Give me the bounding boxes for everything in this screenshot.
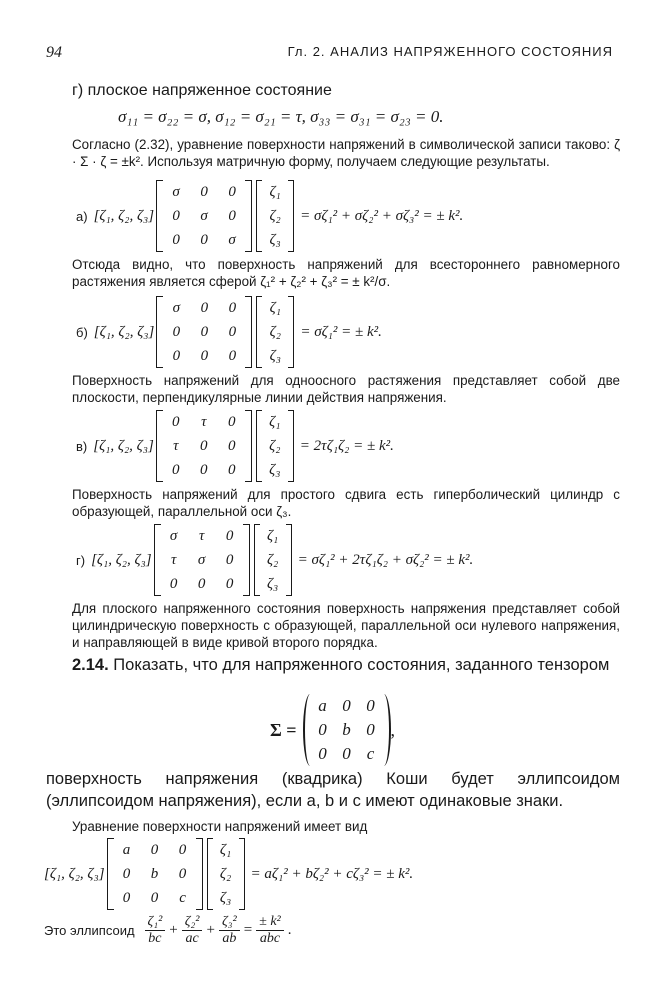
- comment-d: Для плоского напряженного состояния поверхность напряжения представляет собой цилиндрическую поверхность с образующей, параллельной оси нулевого напряжения, и направляющей в виде кривой второго порядка.: [72, 601, 620, 650]
- matrix-cell: σ: [169, 528, 178, 544]
- row-vector: [ζ₁, ζ₂, ζ₃]: [93, 207, 155, 224]
- column-vector: [207, 838, 245, 910]
- vector-cell: ζ₃: [269, 232, 281, 248]
- matrix-cell: 0: [225, 528, 234, 544]
- numerator: ζ₂²: [182, 914, 203, 931]
- case-label: б): [76, 324, 88, 340]
- section-heading: г) плоское напряженное состояние: [72, 82, 332, 99]
- matrix-cell: σ: [172, 184, 180, 200]
- matrix-cell: 0: [172, 208, 180, 224]
- problem-conclusion: поверхность напряжения (квадрика) Коши будет эллипсоидом (эллипсоидом напряжения), если a, b и c имеют одинаковые знаки.: [46, 770, 620, 810]
- fraction: [145, 914, 166, 947]
- matrix-cell: 0: [318, 744, 327, 763]
- matrix-cell: τ: [198, 528, 205, 544]
- tensor-matrix: [107, 838, 203, 910]
- column-vector: [256, 296, 294, 368]
- matrix-cell: a: [122, 842, 131, 858]
- matrix-cell: 0: [178, 866, 187, 882]
- plus-sign: +: [206, 922, 215, 938]
- equation-rhs: = σζ₁² + σζ₂² + σζ₃² = ± k².: [300, 207, 464, 224]
- matrix-cell: σ: [172, 300, 181, 316]
- stress-matrix: [156, 180, 252, 252]
- matrix-cell: 0: [225, 552, 234, 568]
- vector-cell: ζ₃: [266, 576, 279, 592]
- vector-cell: ζ₃: [269, 462, 281, 478]
- vector-cell: ζ₂: [266, 552, 279, 568]
- matrix-cell: 0: [150, 890, 159, 906]
- vector-cell: ζ₁: [219, 842, 232, 858]
- vector-cell: ζ₂: [269, 324, 281, 340]
- vector-cell: ζ₁: [269, 184, 281, 200]
- matrix-cell: b: [342, 720, 351, 739]
- matrix-cell: 0: [342, 744, 351, 763]
- matrix-cell: 0: [172, 414, 180, 430]
- equation-rhs: = σζ₁² = ± k².: [300, 323, 382, 340]
- vector-cell: ζ₂: [269, 438, 281, 454]
- matrix-cell: 0: [200, 300, 209, 316]
- plus-sign: +: [169, 922, 178, 938]
- matrix-cell: 0: [228, 348, 237, 364]
- denominator: abc: [259, 931, 281, 946]
- stress-matrix: [154, 524, 250, 596]
- comment-a: Отсюда видно, что поверхность напряжений для всестороннего равномерного растяжения является сферой ζ₁² + ζ₂² + ζ₃² = ± k²/σ.: [72, 257, 620, 289]
- row-vector: [ζ₁, ζ₂, ζ₃]: [93, 323, 155, 340]
- matrix-cell: 0: [228, 184, 236, 200]
- vector-cell: ζ₃: [219, 890, 232, 906]
- intro-paragraph: Согласно (2.32), уравнение поверхности напряжений в символической записи таково: ζ · Σ · ζ = ±k². Используя матричную форму, получаем следующие результаты.: [72, 137, 620, 169]
- matrix-cell: c: [179, 890, 186, 906]
- fraction: [256, 914, 284, 947]
- problem-text: Показать, что для напряженного состояния, заданного тензором: [113, 656, 610, 674]
- equation-b: [76, 296, 382, 368]
- equation-c: [76, 410, 394, 482]
- problem-number: 2.14.: [72, 656, 109, 674]
- matrix-cell: 0: [228, 414, 236, 430]
- matrix-cell: σ: [197, 552, 206, 568]
- matrix-cell: 0: [122, 866, 131, 882]
- tensor-definition: [270, 694, 395, 766]
- stress-matrix: [156, 410, 252, 482]
- fraction: [182, 914, 203, 947]
- matrix-cell: 0: [342, 696, 351, 715]
- matrix-cell: 0: [150, 842, 159, 858]
- matrix-cell: 0: [228, 438, 236, 454]
- case-label: в): [76, 438, 88, 454]
- row-vector: [ζ₁, ζ₂, ζ₃]: [44, 865, 105, 882]
- stress-matrix: [156, 296, 252, 368]
- problem-statement: [46, 654, 620, 676]
- running-header: Гл. 2. АНАЛИЗ НАПРЯЖЕННОГО СОСТОЯНИЯ: [287, 44, 613, 59]
- matrix-cell: 0: [318, 720, 327, 739]
- denominator: ab: [222, 931, 237, 946]
- vector-cell: ζ₂: [219, 866, 232, 882]
- matrix-cell: 0: [172, 324, 181, 340]
- equation-d: [76, 524, 473, 596]
- matrix-cell: 0: [225, 576, 234, 592]
- matrix-cell: 0: [228, 208, 236, 224]
- matrix-cell: 0: [200, 324, 209, 340]
- matrix-cell: 0: [197, 576, 206, 592]
- end-period: .: [287, 922, 292, 938]
- ellipsoid-label: Это эллипсоид: [44, 923, 135, 938]
- numerator: ± k²: [256, 914, 284, 931]
- matrix-cell: b: [150, 866, 159, 882]
- matrix-cell: 0: [228, 324, 237, 340]
- matrix-cell: 0: [169, 576, 178, 592]
- column-vector: [254, 524, 292, 596]
- matrix-cell: 0: [172, 462, 180, 478]
- matrix-cell: 0: [172, 232, 180, 248]
- equation-a: [76, 180, 463, 252]
- matrix-cell: 0: [200, 184, 208, 200]
- stress-components: σ₁₁ = σ₂₂ = σ, σ₁₂ = σ₂₁ = τ, σ₃₃ = σ₃₁ = σ₂₃ = 0.: [118, 107, 444, 126]
- equation-rhs: = aζ₁² + bζ₂² + cζ₃² = ± k².: [250, 865, 414, 882]
- matrix-cell: τ: [170, 552, 177, 568]
- row-vector: [ζ₁, ζ₂, ζ₃]: [91, 551, 152, 568]
- numerator: ζ₃²: [219, 914, 240, 931]
- vector-cell: ζ₁: [269, 414, 281, 430]
- matrix-cell: τ: [173, 438, 179, 454]
- numerator: ζ₁²: [145, 914, 166, 931]
- comment-b: Поверхность напряжений для одноосного растяжения представляет собой две плоскости, перпендикулярные линии действия напряжения.: [72, 373, 620, 405]
- comment-c: Поверхность напряжений для простого сдвига есть гиперболический цилиндр с образующей, параллельной оси ζ₃.: [72, 487, 620, 519]
- matrix-cell: 0: [366, 696, 375, 715]
- matrix-cell: τ: [201, 414, 207, 430]
- tensor-symbol: Σ =: [270, 719, 297, 740]
- matrix-cell: 0: [228, 300, 237, 316]
- vector-cell: ζ₂: [269, 208, 281, 224]
- fraction: [219, 914, 240, 947]
- equals-sign: =: [243, 922, 253, 938]
- tensor-matrix: [303, 694, 391, 766]
- page-number: 94: [46, 44, 62, 61]
- matrix-cell: c: [366, 744, 375, 763]
- denominator: ac: [185, 931, 199, 946]
- matrix-cell: 0: [172, 348, 181, 364]
- matrix-cell: 0: [178, 842, 187, 858]
- vector-cell: ζ₁: [266, 528, 279, 544]
- equation-rhs: = 2τζ₁ζ₂ = ± k².: [299, 437, 394, 454]
- solution-equation: [44, 838, 413, 910]
- column-vector: [256, 410, 294, 482]
- tensor-end: ,: [390, 719, 396, 740]
- vector-cell: ζ₁: [269, 300, 281, 316]
- matrix-cell: σ: [200, 208, 208, 224]
- matrix-cell: 0: [122, 890, 131, 906]
- matrix-cell: 0: [200, 232, 208, 248]
- column-vector: [256, 180, 294, 252]
- equation-rhs: = σζ₁² + 2τζ₁ζ₂ + σζ₂² = ± k².: [297, 551, 474, 568]
- matrix-cell: 0: [200, 438, 208, 454]
- matrix-cell: a: [318, 696, 327, 715]
- vector-cell: ζ₃: [269, 348, 281, 364]
- solution-intro: Уравнение поверхности напряжений имеет вид: [72, 819, 368, 834]
- case-label: г): [76, 552, 86, 568]
- matrix-cell: 0: [366, 720, 375, 739]
- ellipsoid-equation: [44, 914, 292, 947]
- matrix-cell: 0: [200, 348, 209, 364]
- matrix-cell: σ: [228, 232, 236, 248]
- denominator: bc: [148, 931, 162, 946]
- matrix-cell: 0: [200, 462, 208, 478]
- case-label: а): [76, 208, 88, 224]
- row-vector: [ζ₁, ζ₂, ζ₃]: [93, 437, 154, 454]
- matrix-cell: 0: [228, 462, 236, 478]
